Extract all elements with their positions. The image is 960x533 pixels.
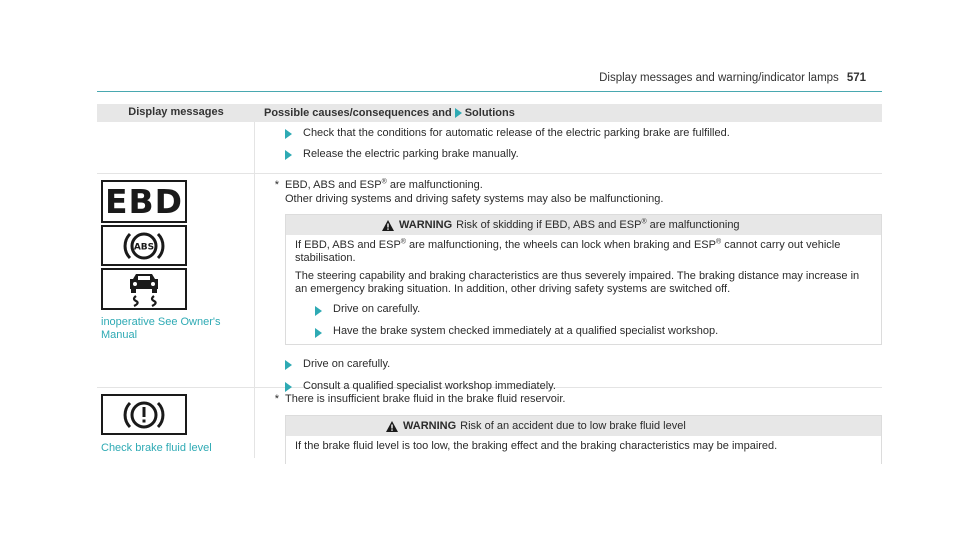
- empty-cell: [97, 122, 255, 173]
- registered-mark: ®: [400, 238, 406, 246]
- row-content: [255, 174, 882, 392]
- warning-title: Risk of an accident due to low brake fluid level: [460, 420, 686, 432]
- note-star: *: [274, 179, 279, 191]
- brake-warning-symbol: [122, 397, 166, 433]
- warning-box: [285, 415, 882, 464]
- col-header-causes-label: Possible causes/consequences and: [264, 107, 452, 119]
- step-text: Drive on carefully.: [333, 303, 421, 315]
- row-content: [255, 388, 882, 458]
- table-header: [97, 104, 882, 122]
- skidding-car-symbol: [121, 270, 167, 308]
- paragraph-part: cannot carry out vehicle stabilisation.: [295, 239, 841, 264]
- warning-body: [286, 235, 881, 344]
- paragraph-part: are malfunctioning, the wheels can lock when braking and ESP: [405, 239, 716, 251]
- list-item: [285, 357, 882, 371]
- header-rule: [97, 91, 882, 92]
- table-row: [97, 174, 882, 392]
- ebd-lamp-text: EBD: [104, 182, 184, 221]
- step-text: Check that the conditions for automatic release of the electric parking brake are fulfilled.: [303, 127, 730, 139]
- warning-label: WARNING: [403, 420, 457, 432]
- paragraph-part: If EBD, ABS and ESP: [295, 239, 401, 251]
- step-text: Have the brake system checked immediately at a qualified specialist workshop.: [333, 325, 719, 337]
- table-row: [97, 122, 882, 174]
- note-star: *: [274, 393, 279, 405]
- col-header-solutions-label: Solutions: [464, 107, 515, 119]
- skidding-car-icon: [101, 268, 187, 310]
- list-item: [285, 126, 882, 140]
- cause-note: [273, 392, 882, 406]
- note-part: EBD, ABS and ESP: [285, 179, 382, 191]
- warning-paragraph: If the brake fluid level is too low, the braking effect and the braking characteristics may be impaired.: [295, 440, 778, 452]
- abs-symbol-text: ABS: [133, 242, 155, 252]
- warning-title-part: are malfunctioning: [646, 219, 740, 231]
- header-title-text: Display messages and warning/indicator lamps: [599, 72, 839, 84]
- table-row: [97, 388, 882, 458]
- note-part: are malfunctioning.: [386, 179, 483, 191]
- list-item: [315, 303, 872, 316]
- row-content: [255, 122, 882, 173]
- col-header-display-messages: Display messages: [128, 106, 224, 118]
- warning-triangle-icon: [382, 220, 394, 231]
- triangle-arrow-icon: [285, 129, 292, 139]
- cause-note: [273, 178, 882, 206]
- warning-label: WARNING: [399, 219, 453, 231]
- ebd-lamp-icon: [101, 180, 187, 223]
- caption-inoperative: inoperative See Owner's Manual: [101, 316, 221, 341]
- brake-warning-lamp-icon: [101, 394, 187, 435]
- registered-mark: ®: [715, 238, 722, 246]
- triangle-arrow-icon: [315, 328, 322, 338]
- note-text: There is insufficient brake fluid in the brake fluid reservoir.: [285, 393, 566, 405]
- warning-box: [285, 214, 882, 345]
- warning-body: [286, 436, 881, 464]
- messages-table: [97, 104, 882, 458]
- triangle-arrow-icon: [285, 150, 292, 160]
- step-text: Drive on carefully.: [303, 358, 391, 370]
- triangle-arrow-icon: [315, 306, 322, 316]
- col-header-causes: [255, 104, 515, 119]
- warning-header: [286, 416, 881, 436]
- warning-title-part: Risk of skidding if EBD, ABS and ESP: [456, 219, 642, 231]
- header-title: [599, 72, 866, 84]
- note-text: [285, 178, 663, 206]
- warning-title: [456, 218, 739, 232]
- warning-header: [286, 215, 881, 235]
- registered-mark: ®: [381, 178, 387, 186]
- warning-paragraph: The steering capability and braking characteristics are thus severely impaired. The braking distance may increase in an emergency braking situation. In addition, other driving safety systems are switched off.: [295, 270, 860, 295]
- note-line2: Other driving systems and driving safety systems may also be malfunctioning.: [285, 193, 664, 205]
- triangle-arrow-icon: [285, 360, 292, 370]
- display-message-cell: [97, 388, 255, 458]
- step-text: Consult a qualified specialist workshop immediately.: [303, 380, 556, 392]
- list-item: [315, 325, 872, 338]
- triangle-arrow-icon: [455, 108, 462, 118]
- step-text: Release the electric parking brake manually.: [303, 148, 519, 160]
- warning-triangle-icon: [386, 421, 398, 432]
- warning-paragraph: [295, 239, 872, 265]
- abs-symbol-icon: [122, 228, 166, 264]
- registered-mark: ®: [641, 218, 647, 226]
- list-item: [285, 147, 882, 161]
- caption-check-brake-fluid: Check brake fluid level: [101, 442, 212, 454]
- page-number: 571: [846, 72, 866, 84]
- abs-lamp-icon: [101, 225, 187, 266]
- display-message-cell: [97, 174, 255, 387]
